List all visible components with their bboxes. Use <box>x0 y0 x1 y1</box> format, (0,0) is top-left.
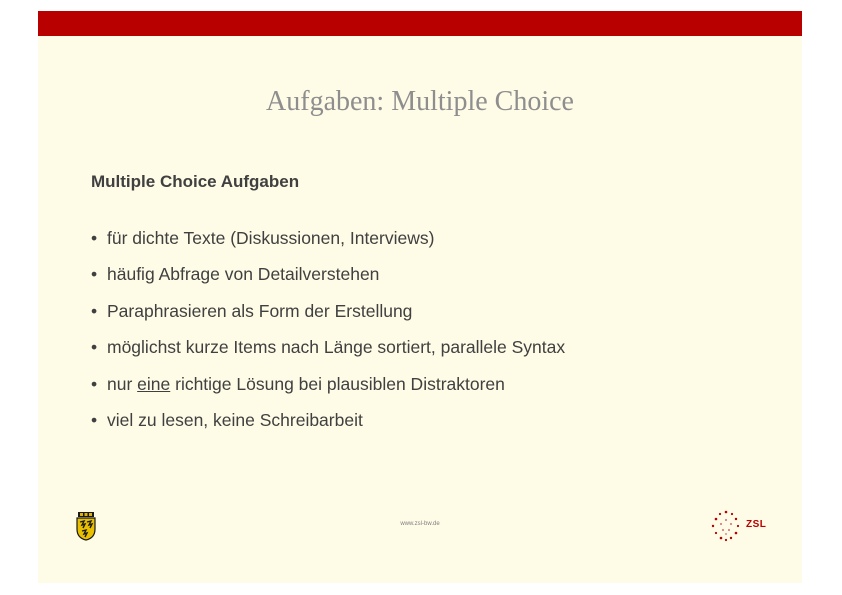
slide-subtitle: Multiple Choice Aufgaben <box>91 172 300 191</box>
bullet-marker: • <box>91 373 98 394</box>
bullet-marker: • <box>91 228 98 248</box>
bullet-text-underlined: eine <box>137 373 171 394</box>
bullet-text-before: nur <box>107 373 138 394</box>
slide <box>38 11 802 583</box>
header-bar <box>38 11 802 36</box>
bullet-marker: • <box>91 409 98 430</box>
bullet-marker: • <box>91 337 98 358</box>
bullet-marker: • <box>91 300 98 321</box>
bullet-text: Paraphrasieren als Form der Erstellung <box>107 300 413 321</box>
bullet-text: für dichte Texte (Diskussionen, Interviews) <box>107 228 435 248</box>
bullet-text-after: richtige Lösung bei plausiblen Distraktoren <box>170 373 505 394</box>
bullet-item <box>91 299 565 335</box>
bullet-list <box>91 226 565 444</box>
bullet-item <box>91 262 565 298</box>
slide-title: Aufgaben: Multiple Choice <box>266 86 574 117</box>
bullet-item <box>91 408 565 444</box>
footer-url[interactable]: www.zsl-bw.de <box>400 521 440 527</box>
bullet-item <box>91 372 565 408</box>
bullet-text: möglichst kurze Items nach Länge sortiert, parallele Syntax <box>107 337 566 358</box>
bullet-item <box>91 226 565 262</box>
bullet-marker: • <box>91 264 98 285</box>
bullet-text: viel zu lesen, keine Schreibarbeit <box>107 409 363 430</box>
bullet-text: häufig Abfrage von Detailverstehen <box>107 264 380 285</box>
bullet-item <box>91 335 565 371</box>
zsl-logo-text: ZSL <box>746 519 767 530</box>
zsl-dots-logo-icon <box>708 509 744 543</box>
